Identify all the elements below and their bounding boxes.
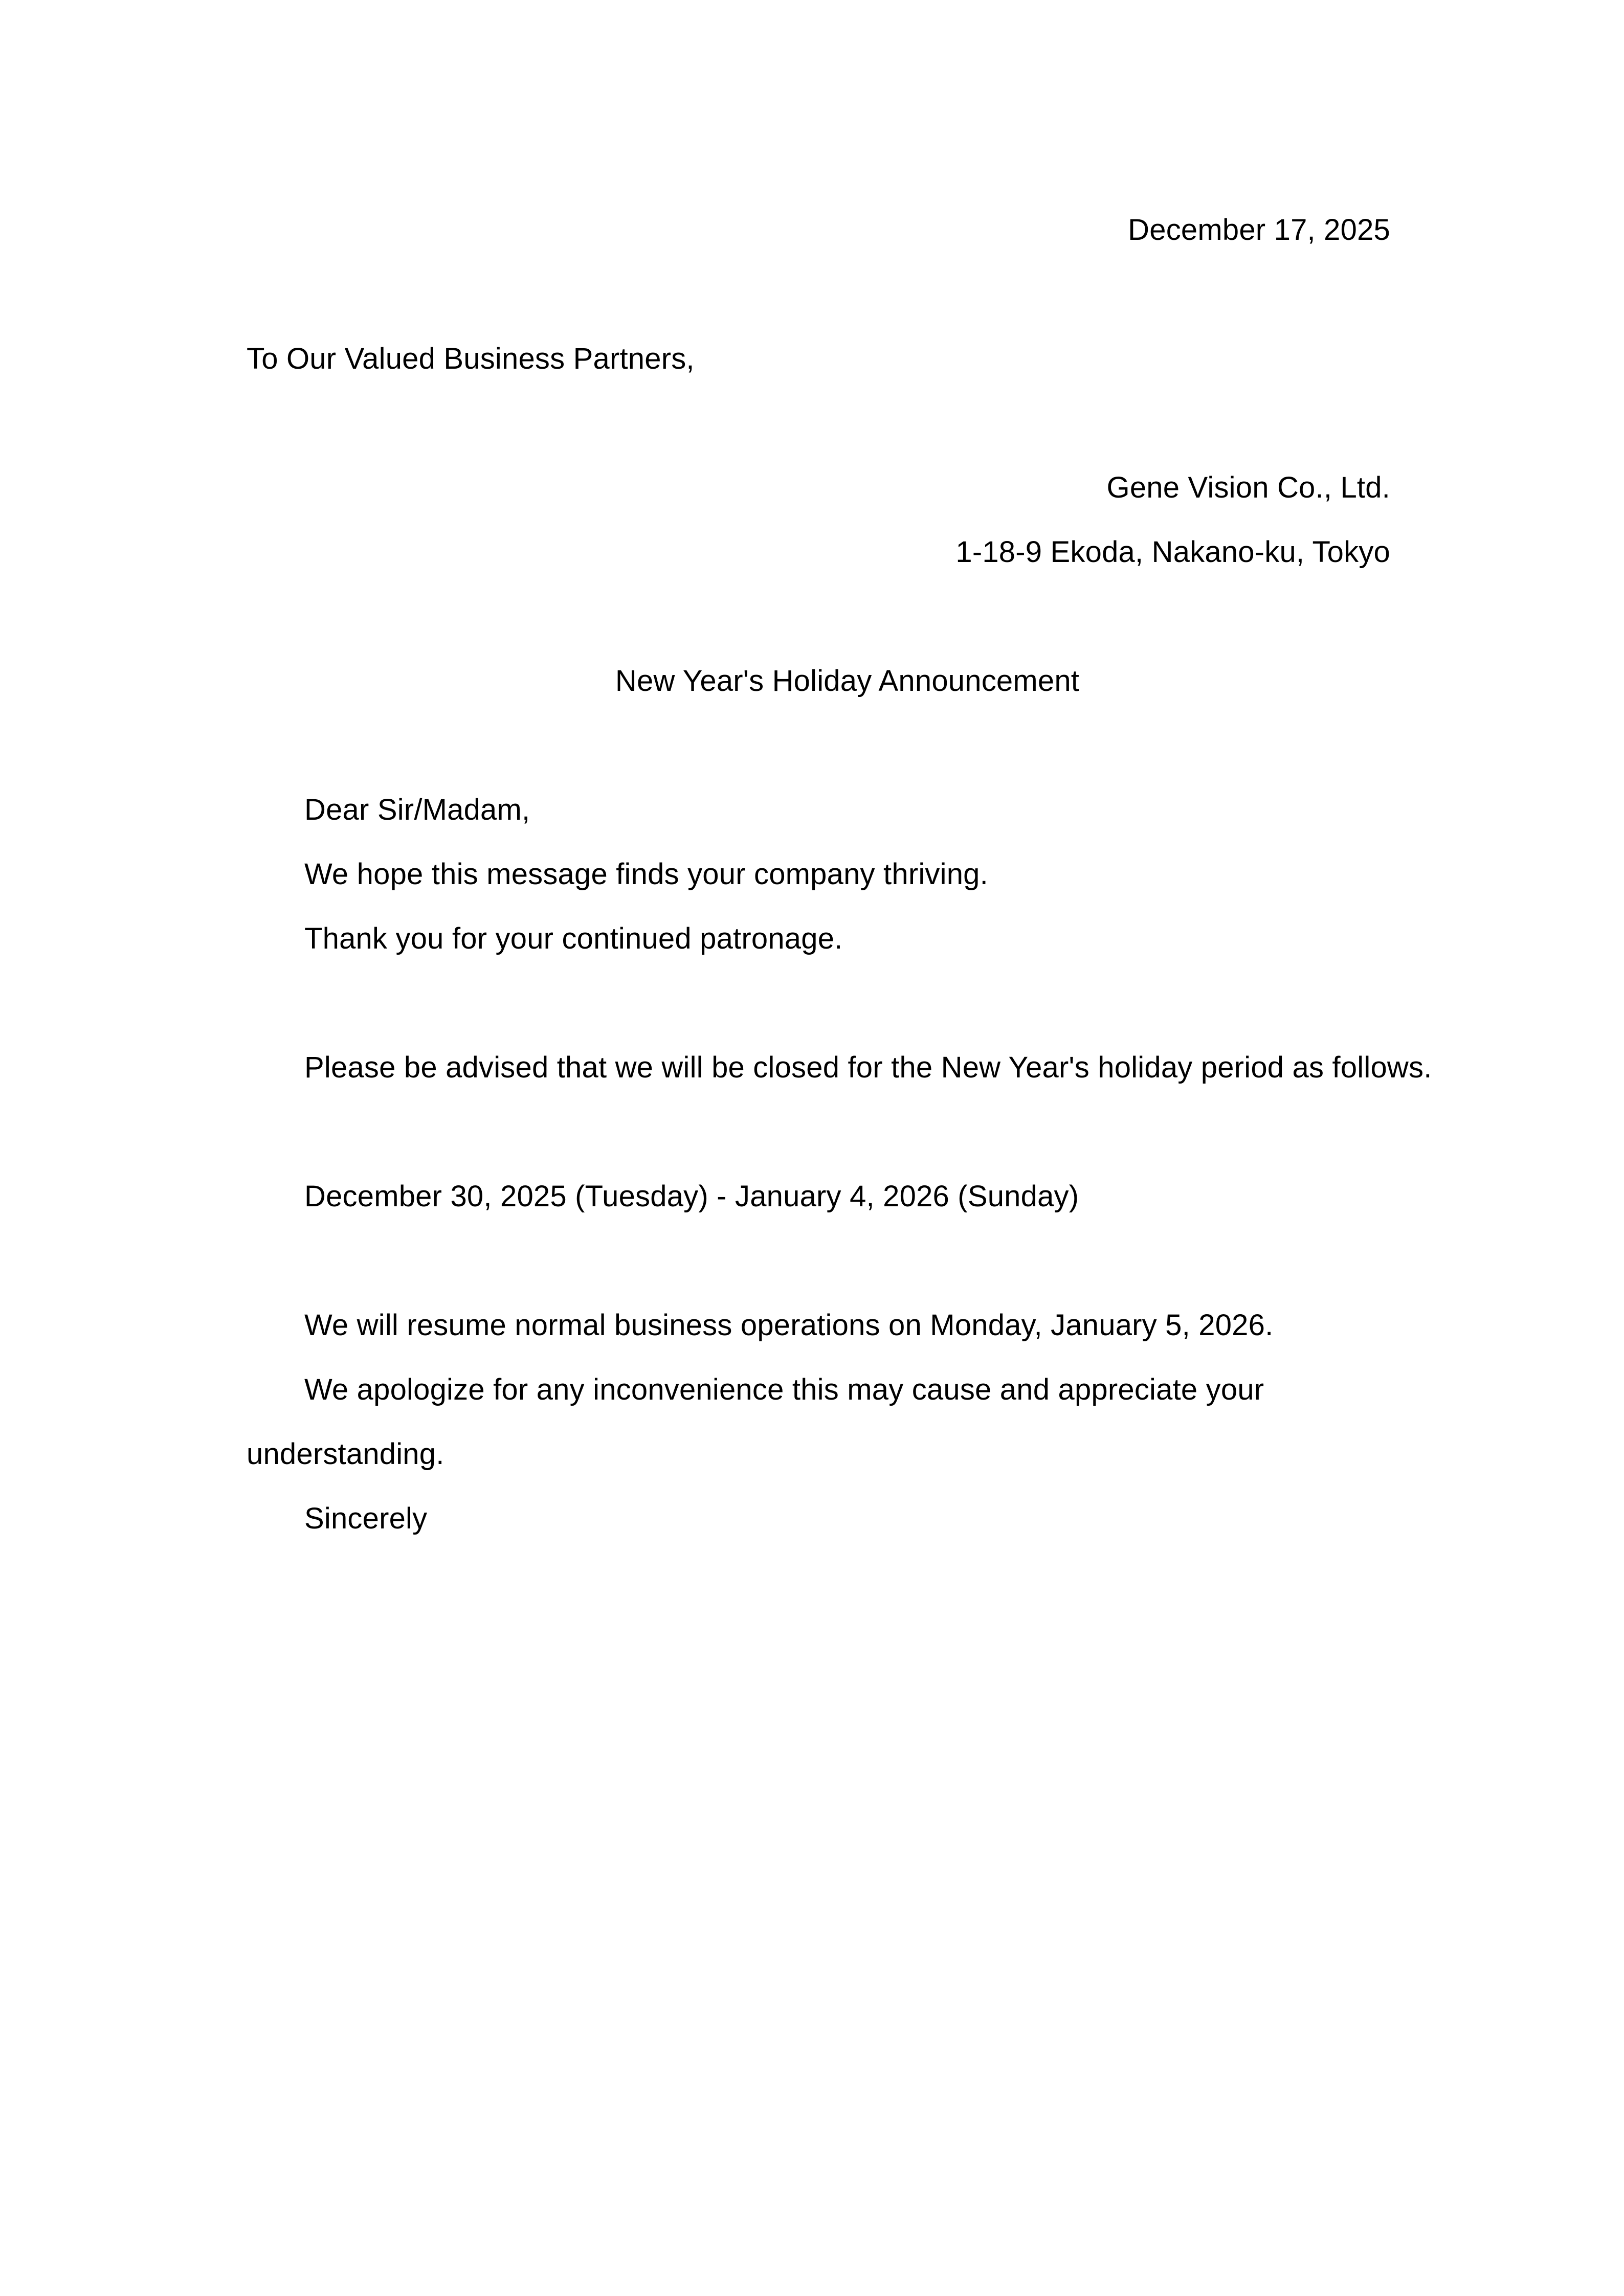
salutation-line: Dear Sir/Madam, bbox=[304, 793, 530, 826]
body-greeting-line-2: Thank you for your continued patronage. bbox=[304, 922, 843, 955]
holiday-period-line: December 30, 2025 (Tuesday) - January 4, 2026 (Sunday) bbox=[304, 1180, 1079, 1213]
letter-date: December 17, 2025 bbox=[1128, 213, 1390, 246]
body-notice-line: Please be advised that we will be closed for the New Year's holiday period as follows. bbox=[304, 1051, 1432, 1084]
blank-line bbox=[247, 971, 1390, 1036]
closing-line: Sincerely bbox=[304, 1502, 428, 1535]
letter-content bbox=[247, 198, 1432, 1551]
blank-line bbox=[247, 1100, 1390, 1164]
blank-line bbox=[247, 713, 1390, 778]
letter-title: New Year's Holiday Announcement bbox=[615, 664, 1080, 697]
sender-address: 1-18-9 Ekoda, Nakano-ku, Tokyo bbox=[955, 535, 1390, 569]
body-resume-line: We will resume normal business operations on Monday, January 5, 2026. bbox=[304, 1309, 1274, 1342]
recipient-line: To Our Valued Business Partners, bbox=[247, 342, 695, 375]
body-apology-line-1: We apologize for any inconvenience this may cause and appreciate your bbox=[304, 1373, 1264, 1406]
blank-line bbox=[247, 584, 1390, 649]
blank-line bbox=[247, 262, 1390, 327]
sender-company: Gene Vision Co., Ltd. bbox=[1106, 471, 1390, 504]
blank-line bbox=[247, 1229, 1390, 1293]
body-apology-line-2: understanding. bbox=[247, 1437, 444, 1471]
body-greeting-line-1: We hope this message finds your company thriving. bbox=[304, 858, 988, 891]
blank-line bbox=[247, 391, 1390, 456]
